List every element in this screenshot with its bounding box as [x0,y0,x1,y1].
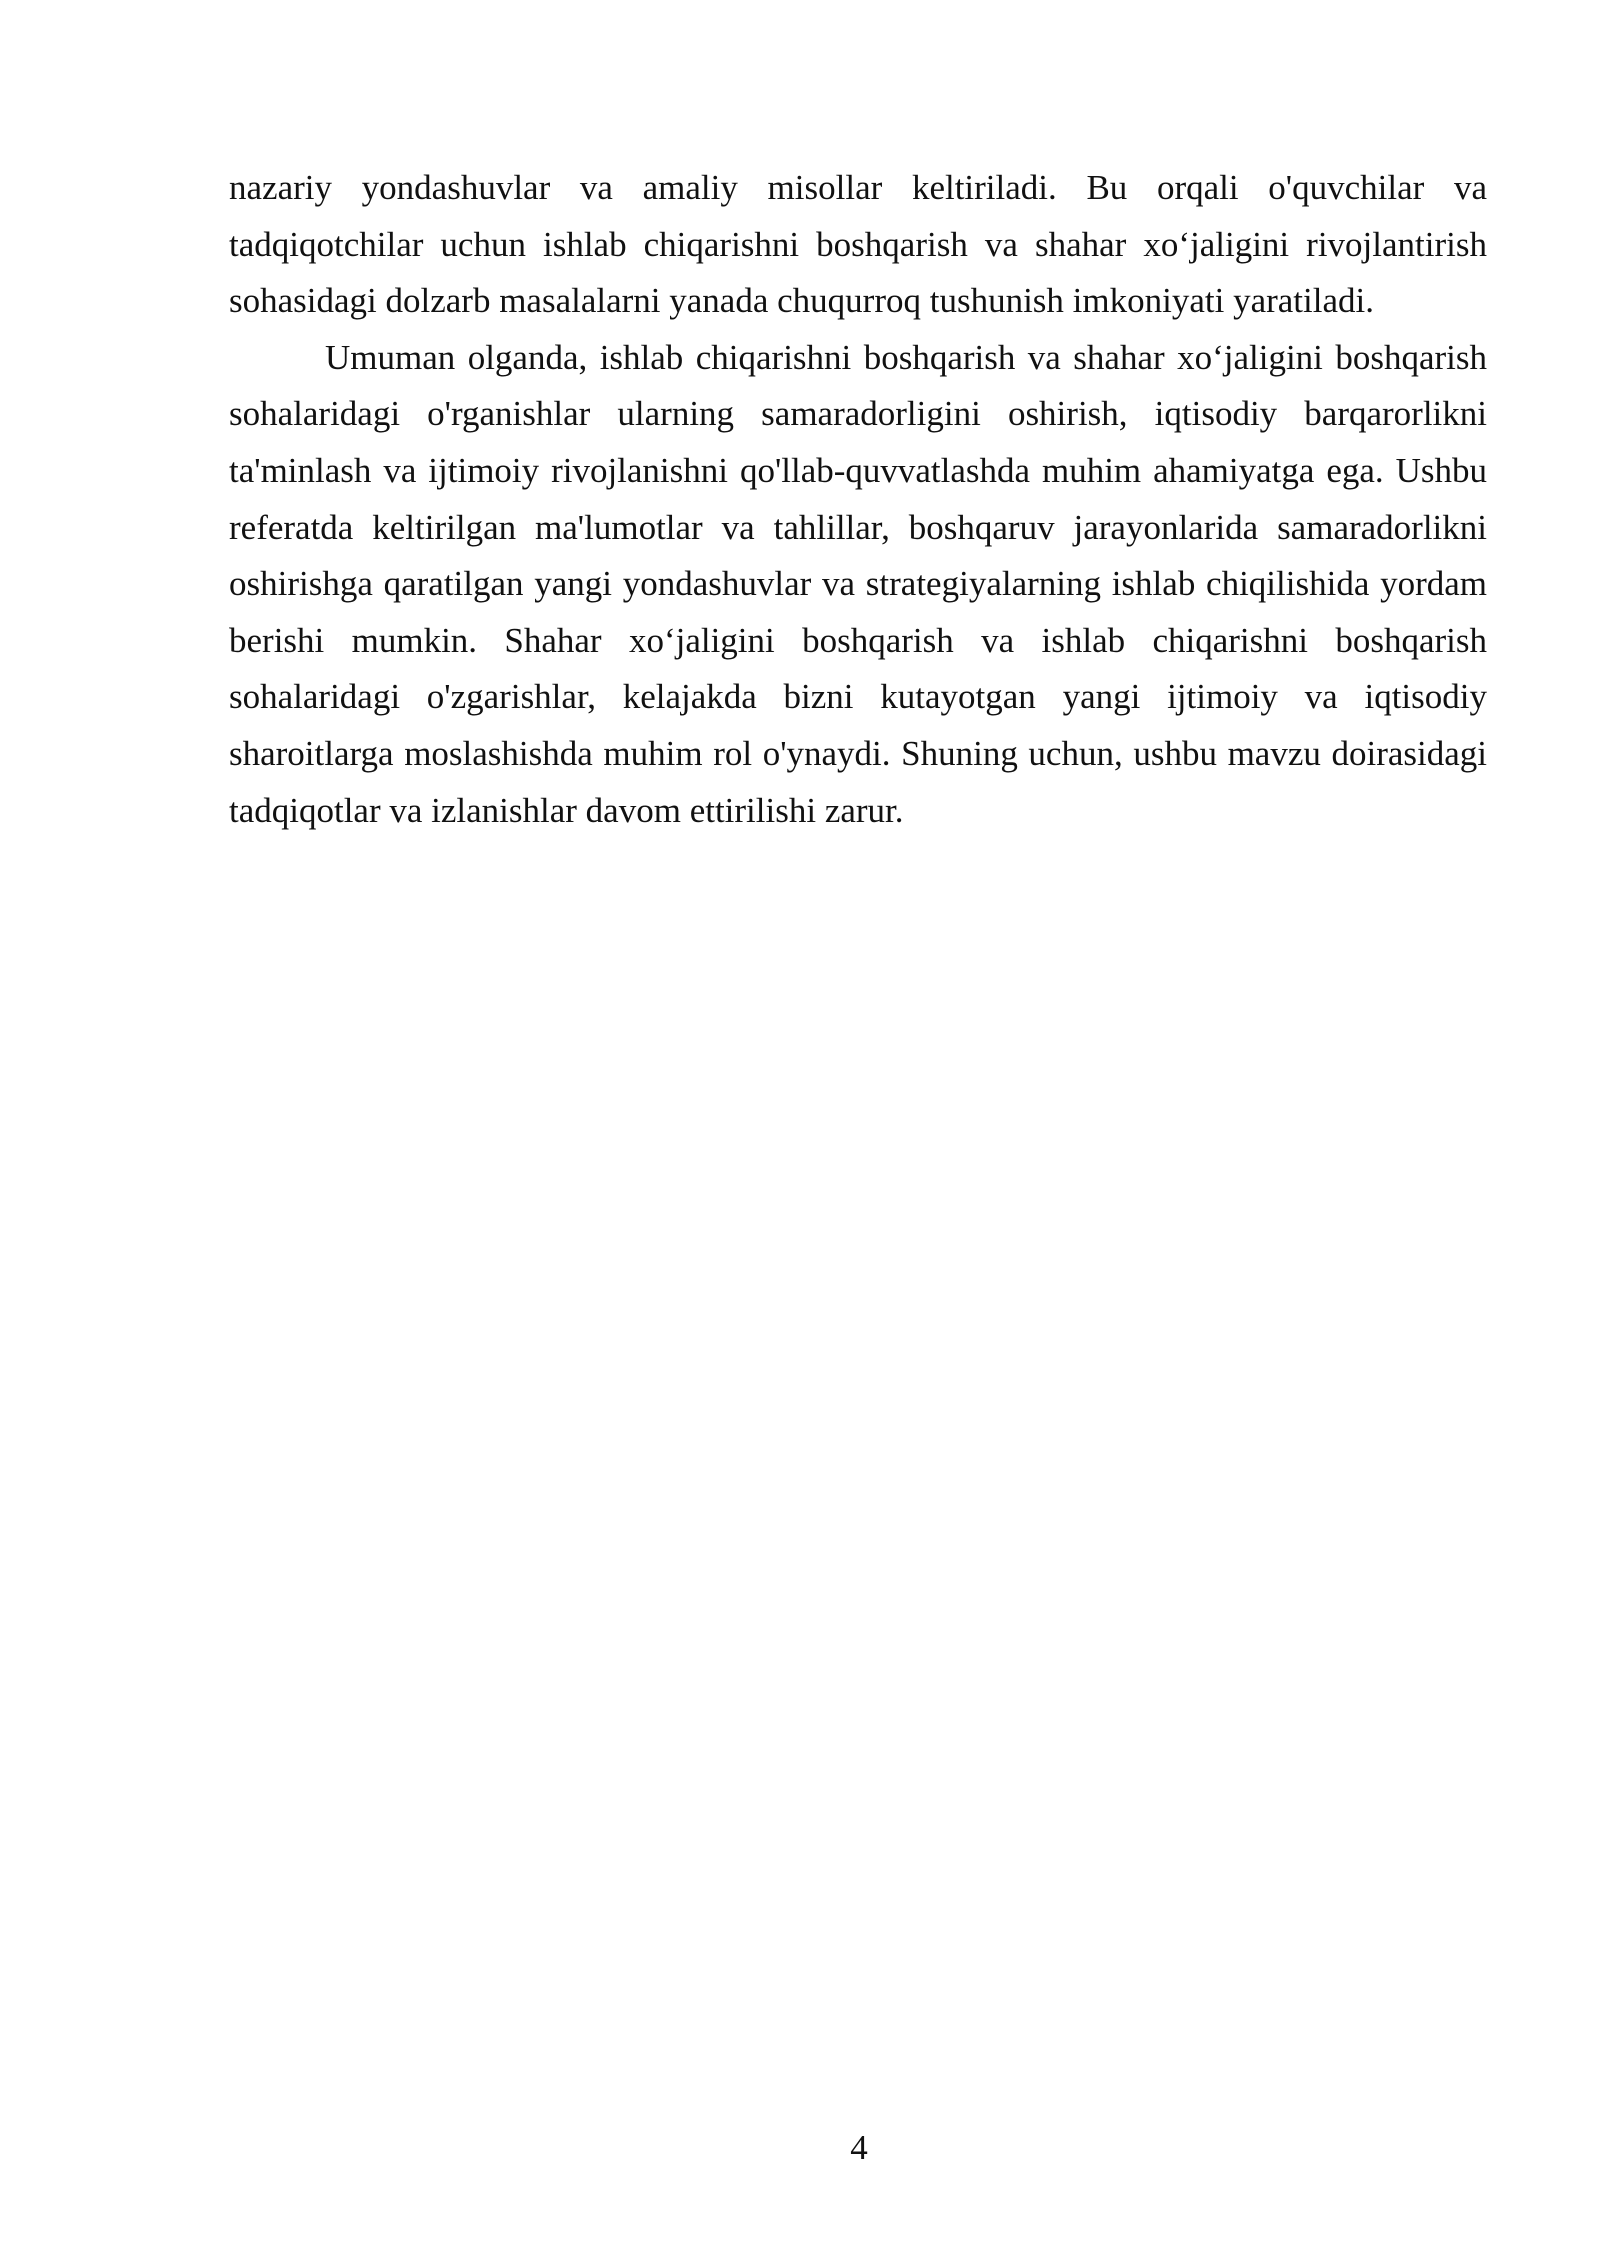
paragraph-continuation: nazariy yondashuvlar va amaliy misollar keltiriladi. Bu orqali o'quvchilar va tadqiqotchilar uchun ishlab chiqarishni boshqarish va shahar xo‘jaligini rivojlantirish sohasidagi dolzarb masalalarni yanada chuqurroq tushunish imkoniyati yaratiladi. [229,168,1487,321]
paragraph-conclusion: Umuman olganda, ishlab chiqarishni boshqarish va shahar xo‘jaligini boshqarish sohalaridagi o'rganishlar ularning samaradorligini oshirish, iqtisodiy barqarorlikni ta'minlash va ijtimoiy rivojlanishni qo'llab-quvvatlashda muhim ahamiyatga ega. Ushbu referatda keltirilgan ma'lumotlar va tahlillar, boshqaruv jarayonlarida samaradorlikni oshirishga qaratilgan yangi yondashuvlar va strategiyalarning ishlab chiqilishida yordam berishi mumkin. Shahar xo‘jaligini boshqarish va ishlab chiqarishni boshqarish sohalaridagi o'zgarishlar, kelajakda bizni kutayotgan yangi ijtimoiy va iqtisodiy sharoitlarga moslashishda muhim rol o'ynaydi. Shuning uchun, ushbu mavzu doirasidagi tadqiqotlar va izlanishlar davom ettirilishi zarur. [229,337,1487,830]
page-number: 4 [850,2128,868,2167]
document-body [229,160,1487,839]
